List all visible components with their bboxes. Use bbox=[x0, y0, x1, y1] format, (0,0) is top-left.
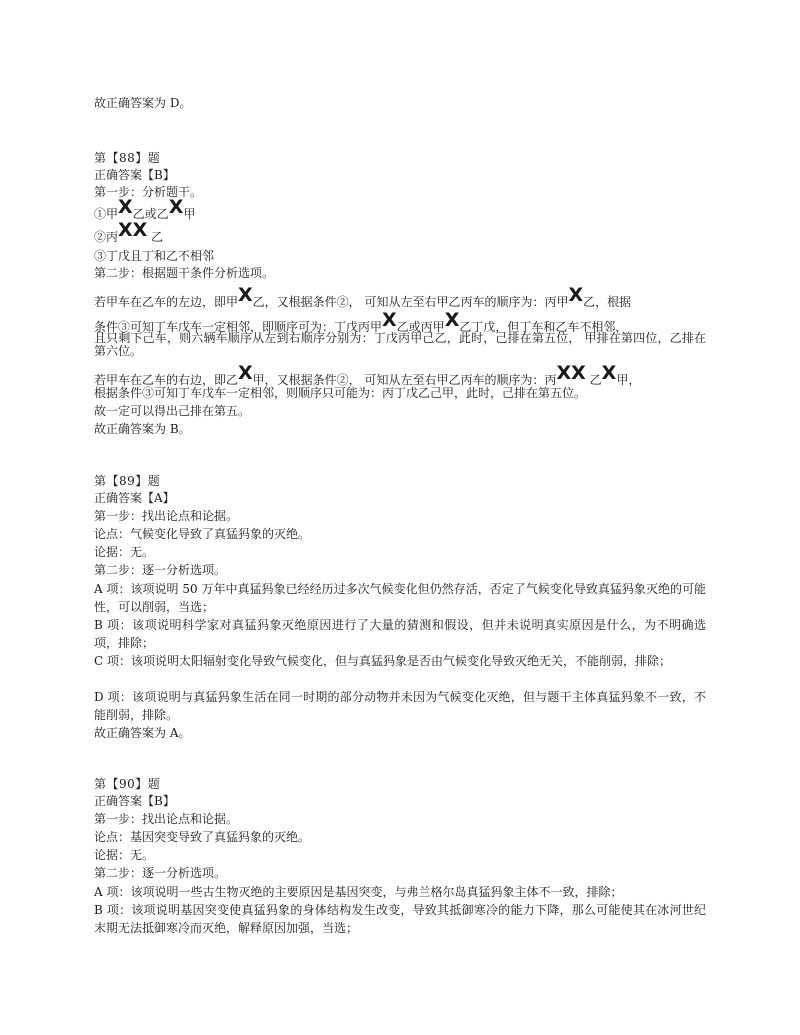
thesis: 论点：基因突变导致了真猛犸象的灭绝。 bbox=[94, 830, 311, 844]
x-mark: X bbox=[568, 284, 584, 306]
xx-mark: XX bbox=[118, 219, 148, 241]
x-mark: X bbox=[238, 284, 253, 306]
x-mark: X bbox=[168, 196, 184, 218]
xx-mark: XX bbox=[556, 362, 586, 384]
condition-1: ①甲X乙或乙X甲 bbox=[94, 196, 196, 221]
x-mark: X bbox=[238, 362, 253, 384]
paragraph-left-case-3: 且只剩下己车，则六辆车顺序从左到右顺序分别为：丁戊丙甲己乙，此时，己排在第五位， 甲排在第四位，乙排在第六位。 bbox=[94, 331, 706, 358]
option-b: B 项：该项说明科学家对真猛犸象灭绝原因进行了大量的猜测和假设，但并未说明真实原因是什么，为不明确选项，排除； bbox=[94, 618, 706, 650]
correct-answer: 正确答案【B】 bbox=[94, 794, 175, 808]
condition-3: ③丁戊且丁和乙不相邻 bbox=[94, 249, 215, 263]
correct-answer: 正确答案【A】 bbox=[94, 491, 175, 505]
step-two: 第二步：根据题干条件分析选项。 bbox=[94, 266, 275, 280]
paragraph-right-case-2: 根据条件③可知丁车戊车一定相邻，则顺序只可能为：丙丁戊乙己甲，此时，己排在第五位。 bbox=[94, 386, 587, 400]
question-title: 第【88】题 bbox=[94, 151, 161, 165]
step-two: 第二步：逐一分析选项。 bbox=[94, 563, 227, 577]
question-title: 第【90】题 bbox=[94, 777, 161, 791]
option-a: A 项：该项说明一些古生物灭绝的主要原因是基因突变，与弗兰格尔岛真猛犸象主体不一致，排除； bbox=[94, 885, 623, 899]
paragraph-left-case-2: 条件③可知丁车戊车一定相邻，即顺序可为：丁戊丙甲X乙或丙甲X乙丁戊，但丁车和乙车不相邻， bbox=[94, 309, 628, 334]
option-c: C 项：该项说明太阳辐射变化导致气候变化，但与真猛犸象是否由气候变化导致灭绝无关，不能削弱，排除； bbox=[94, 654, 672, 668]
evidence: 论据：无。 bbox=[94, 848, 155, 862]
x-mark: X bbox=[601, 362, 617, 384]
paragraph-summary: 故一定可以得出己排在第五。 bbox=[94, 404, 251, 418]
step-one: 第一步：找出论点和论据。 bbox=[94, 509, 239, 523]
conclusion: 故正确答案为 B。 bbox=[94, 422, 191, 436]
question-title: 第【89】题 bbox=[94, 474, 161, 488]
prev-conclusion: 故正确答案为 D。 bbox=[94, 96, 192, 110]
option-a: A 项：该项说明 50 万年中真猛犸象已经经历过多次气候变化但仍然存活，否定了气候变化导致真猛犸象灭绝的可能性，可以削弱，当选； bbox=[94, 582, 706, 614]
x-mark: X bbox=[118, 196, 133, 218]
conclusion: 故正确答案为 A。 bbox=[94, 726, 191, 740]
paragraph-right-case: 若甲车在乙车的右边，即乙X甲，又根据条件②， 可知从左至右甲乙丙车的顺序为：丙XX 乙X甲， bbox=[94, 362, 641, 387]
option-d: D 项：该项说明与真猛犸象生活在同一时期的部分动物并未因为气候变化灭绝，但与题干主体真猛犸象不一致，不能削弱，排除。 bbox=[94, 690, 706, 722]
x-mark: X bbox=[382, 309, 397, 331]
condition-2: ②丙XX 乙 bbox=[94, 219, 164, 244]
step-two: 第二步：逐一分析选项。 bbox=[94, 866, 227, 880]
thesis: 论点：气候变化导致了真猛犸象的灭绝。 bbox=[94, 527, 311, 541]
evidence: 论据：无。 bbox=[94, 545, 155, 559]
step-one: 第一步：找出论点和论据。 bbox=[94, 812, 239, 826]
option-b: B 项：该项说明基因突变使真猛犸象的身体结构发生改变，导致其抵御寒冷的能力下降，那么可能使其在冰河世纪末期无法抵御寒冷而灭绝，解释原因加强，当选； bbox=[94, 903, 706, 935]
correct-answer: 正确答案【B】 bbox=[94, 168, 175, 182]
step-one: 第一步：分析题干。 bbox=[94, 185, 203, 199]
paragraph-left-case: 若甲车在乙车的左边，即甲X乙，又根据条件②， 可知从左至右甲乙丙车的顺序为：丙甲X乙，根据 bbox=[94, 284, 632, 309]
x-mark: X bbox=[444, 309, 460, 331]
